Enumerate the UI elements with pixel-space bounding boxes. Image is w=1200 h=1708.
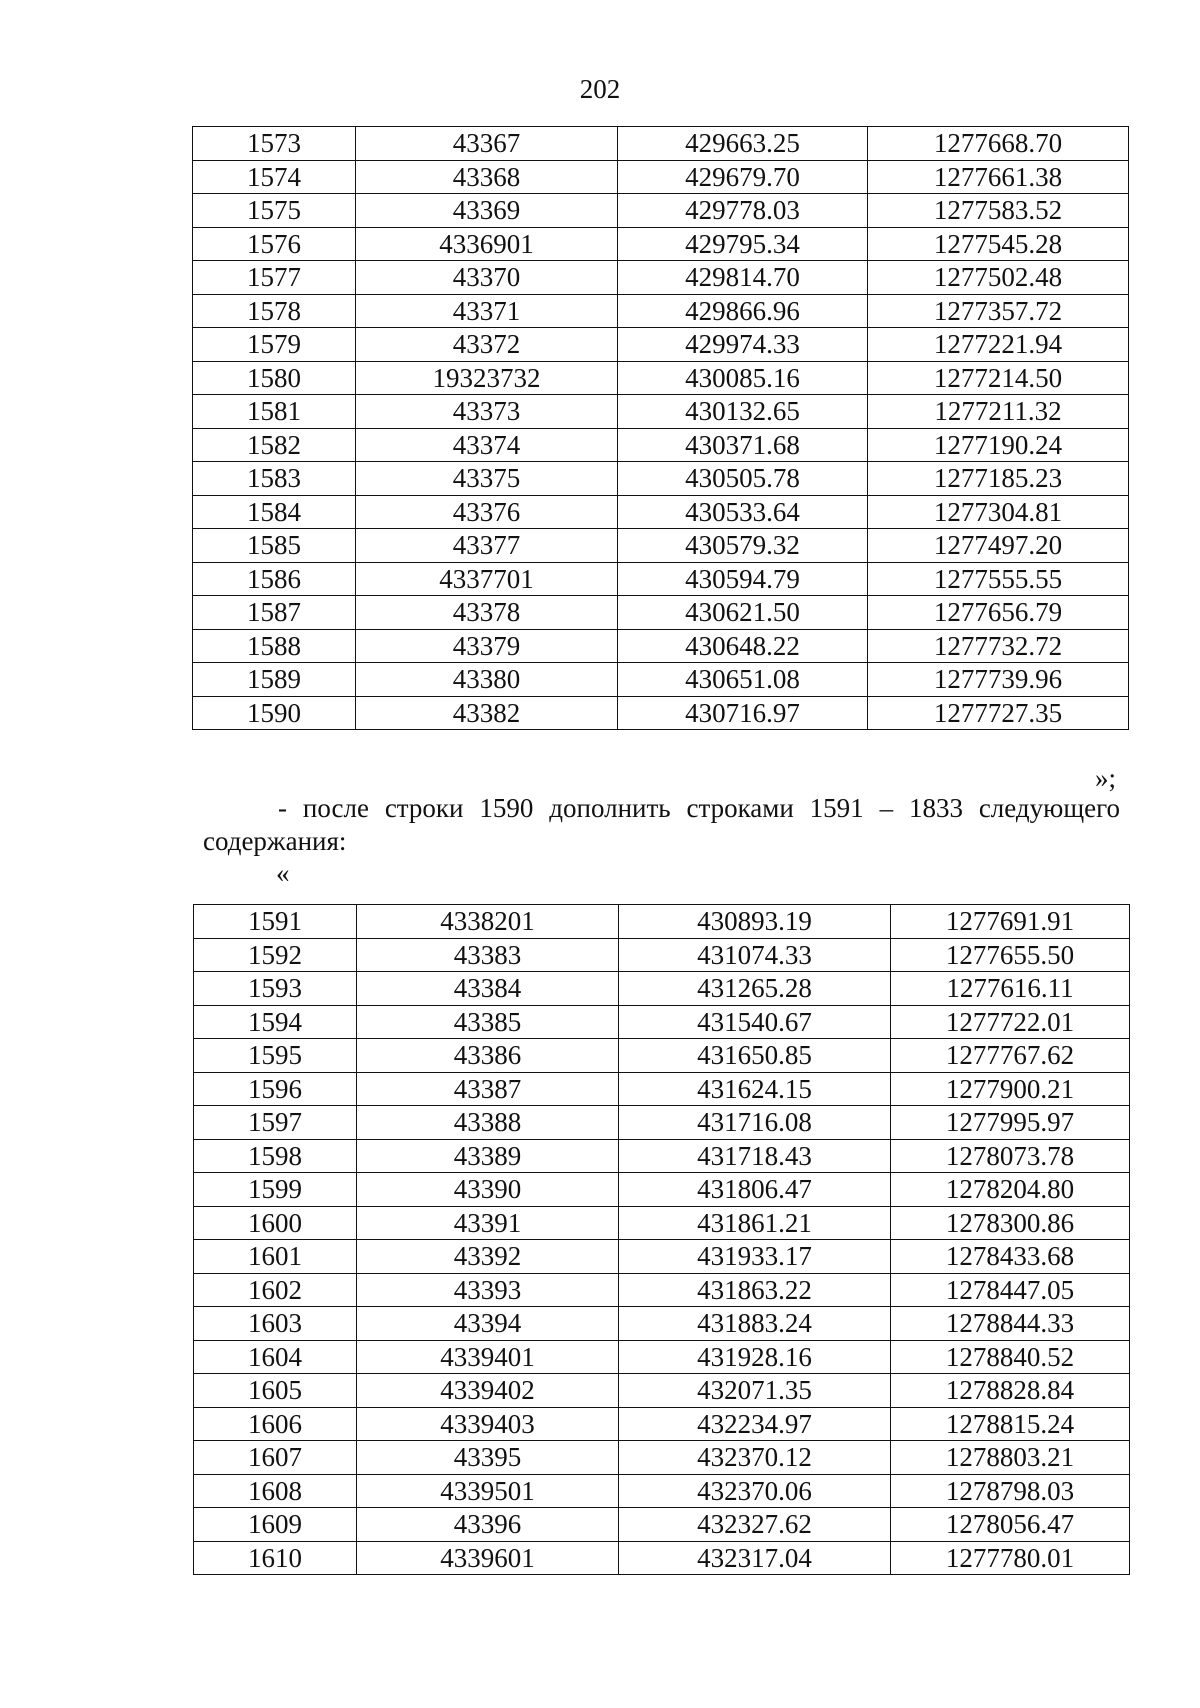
point-number-cell: 1573 xyxy=(193,127,356,161)
point-id-cell: 43389 xyxy=(357,1139,619,1173)
point-id-cell: 4339401 xyxy=(357,1340,619,1374)
x-coordinate-cell: 431540.67 xyxy=(619,1005,891,1039)
y-coordinate-cell: 1277190.24 xyxy=(868,428,1129,462)
table-row xyxy=(194,1039,1130,1073)
x-coordinate-cell: 431933.17 xyxy=(619,1240,891,1274)
x-coordinate-cell: 430371.68 xyxy=(618,428,868,462)
point-number-cell: 1590 xyxy=(193,696,356,730)
y-coordinate-cell: 1278073.78 xyxy=(891,1139,1130,1173)
y-coordinate-cell: 1277767.62 xyxy=(891,1039,1130,1073)
point-id-cell: 43380 xyxy=(356,663,618,697)
point-id-cell: 43391 xyxy=(357,1206,619,1240)
point-number-cell: 1602 xyxy=(194,1273,357,1307)
x-coordinate-cell: 430716.97 xyxy=(618,696,868,730)
y-coordinate-cell: 1277668.70 xyxy=(868,127,1129,161)
point-number-cell: 1608 xyxy=(194,1474,357,1508)
y-coordinate-cell: 1277900.21 xyxy=(891,1072,1130,1106)
point-id-cell: 43384 xyxy=(357,972,619,1006)
x-coordinate-cell: 430648.22 xyxy=(618,629,868,663)
y-coordinate-cell: 1277739.96 xyxy=(868,663,1129,697)
point-number-cell: 1587 xyxy=(193,596,356,630)
point-id-cell: 43377 xyxy=(356,529,618,563)
point-number-cell: 1604 xyxy=(194,1340,357,1374)
table-row xyxy=(193,127,1129,161)
table-row xyxy=(193,562,1129,596)
point-number-cell: 1607 xyxy=(194,1441,357,1475)
point-id-cell: 43374 xyxy=(356,428,618,462)
point-id-cell: 19323732 xyxy=(356,361,618,395)
table-row xyxy=(194,1307,1130,1341)
table-row xyxy=(194,938,1130,972)
point-number-cell: 1592 xyxy=(194,938,357,972)
y-coordinate-cell: 1277727.35 xyxy=(868,696,1129,730)
table-row xyxy=(194,1240,1130,1274)
point-number-cell: 1595 xyxy=(194,1039,357,1073)
y-coordinate-cell: 1278840.52 xyxy=(891,1340,1130,1374)
x-coordinate-cell: 429679.70 xyxy=(618,160,868,194)
point-number-cell: 1580 xyxy=(193,361,356,395)
y-coordinate-cell: 1277656.79 xyxy=(868,596,1129,630)
table-row xyxy=(193,294,1129,328)
x-coordinate-cell: 430594.79 xyxy=(618,562,868,596)
x-coordinate-cell: 432370.06 xyxy=(619,1474,891,1508)
x-coordinate-cell: 432317.04 xyxy=(619,1541,891,1575)
y-coordinate-cell: 1278204.80 xyxy=(891,1173,1130,1207)
y-coordinate-cell: 1277545.28 xyxy=(868,227,1129,261)
amendment-instruction: - после строки 1590 дополнить строками 1591 – 1833 следующего содержания: xyxy=(203,793,1120,856)
point-id-cell: 4339403 xyxy=(357,1407,619,1441)
table-row xyxy=(193,194,1129,228)
y-coordinate-cell: 1277304.81 xyxy=(868,495,1129,529)
point-number-cell: 1577 xyxy=(193,261,356,295)
table-row xyxy=(194,1441,1130,1475)
table-row xyxy=(194,1508,1130,1542)
table-row xyxy=(194,972,1130,1006)
x-coordinate-cell: 430579.32 xyxy=(618,529,868,563)
y-coordinate-cell: 1278447.05 xyxy=(891,1273,1130,1307)
y-coordinate-cell: 1277583.52 xyxy=(868,194,1129,228)
y-coordinate-cell: 1277616.11 xyxy=(891,972,1130,1006)
point-id-cell: 43372 xyxy=(356,328,618,362)
x-coordinate-cell: 431883.24 xyxy=(619,1307,891,1341)
table-row xyxy=(193,428,1129,462)
table-row xyxy=(194,1273,1130,1307)
point-number-cell: 1584 xyxy=(193,495,356,529)
point-number-cell: 1583 xyxy=(193,462,356,496)
point-number-cell: 1588 xyxy=(193,629,356,663)
point-id-cell: 4337701 xyxy=(356,562,618,596)
opening-quote: « xyxy=(276,858,290,888)
table-row xyxy=(193,629,1129,663)
y-coordinate-cell: 1278815.24 xyxy=(891,1407,1130,1441)
point-id-cell: 43382 xyxy=(356,696,618,730)
x-coordinate-cell: 432370.12 xyxy=(619,1441,891,1475)
y-coordinate-cell: 1277497.20 xyxy=(868,529,1129,563)
x-coordinate-cell: 431718.43 xyxy=(619,1139,891,1173)
y-coordinate-cell: 1277221.94 xyxy=(868,328,1129,362)
y-coordinate-cell: 1277211.32 xyxy=(868,395,1129,429)
x-coordinate-cell: 429663.25 xyxy=(618,127,868,161)
table-row xyxy=(193,160,1129,194)
point-id-cell: 43373 xyxy=(356,395,618,429)
point-number-cell: 1579 xyxy=(193,328,356,362)
x-coordinate-cell: 431861.21 xyxy=(619,1206,891,1240)
point-id-cell: 43370 xyxy=(356,261,618,295)
point-id-cell: 43396 xyxy=(357,1508,619,1542)
y-coordinate-cell: 1277655.50 xyxy=(891,938,1130,972)
x-coordinate-cell: 432071.35 xyxy=(619,1374,891,1408)
x-coordinate-cell: 429814.70 xyxy=(618,261,868,295)
point-number-cell: 1582 xyxy=(193,428,356,462)
table-row xyxy=(194,1106,1130,1140)
table-row xyxy=(193,529,1129,563)
point-number-cell: 1575 xyxy=(193,194,356,228)
point-id-cell: 43369 xyxy=(356,194,618,228)
point-id-cell: 43385 xyxy=(357,1005,619,1039)
closing-quote: »; xyxy=(1095,763,1117,793)
point-number-cell: 1585 xyxy=(193,529,356,563)
point-number-cell: 1578 xyxy=(193,294,356,328)
table-row xyxy=(194,1474,1130,1508)
coordinates-table-1 xyxy=(192,126,1129,730)
table-row xyxy=(193,596,1129,630)
point-id-cell: 43393 xyxy=(357,1273,619,1307)
point-id-cell: 43388 xyxy=(357,1106,619,1140)
point-id-cell: 4339601 xyxy=(357,1541,619,1575)
point-id-cell: 43383 xyxy=(357,938,619,972)
x-coordinate-cell: 431928.16 xyxy=(619,1340,891,1374)
y-coordinate-cell: 1277995.97 xyxy=(891,1106,1130,1140)
y-coordinate-cell: 1278300.86 xyxy=(891,1206,1130,1240)
y-coordinate-cell: 1277722.01 xyxy=(891,1005,1130,1039)
point-id-cell: 43368 xyxy=(356,160,618,194)
point-number-cell: 1603 xyxy=(194,1307,357,1341)
y-coordinate-cell: 1277357.72 xyxy=(868,294,1129,328)
point-id-cell: 43367 xyxy=(356,127,618,161)
x-coordinate-cell: 432234.97 xyxy=(619,1407,891,1441)
point-number-cell: 1589 xyxy=(193,663,356,697)
x-coordinate-cell: 430651.08 xyxy=(618,663,868,697)
point-id-cell: 43378 xyxy=(356,596,618,630)
point-number-cell: 1591 xyxy=(194,905,357,939)
table-row xyxy=(194,1340,1130,1374)
table-row xyxy=(194,1072,1130,1106)
table-row xyxy=(194,1407,1130,1441)
table-row xyxy=(194,1139,1130,1173)
point-number-cell: 1599 xyxy=(194,1173,357,1207)
point-id-cell: 43379 xyxy=(356,629,618,663)
y-coordinate-cell: 1277780.01 xyxy=(891,1541,1130,1575)
point-id-cell: 43386 xyxy=(357,1039,619,1073)
point-id-cell: 4339501 xyxy=(357,1474,619,1508)
x-coordinate-cell: 430085.16 xyxy=(618,361,868,395)
point-number-cell: 1598 xyxy=(194,1139,357,1173)
point-id-cell: 43392 xyxy=(357,1240,619,1274)
y-coordinate-cell: 1277214.50 xyxy=(868,361,1129,395)
point-id-cell: 4339402 xyxy=(357,1374,619,1408)
table-row xyxy=(194,1005,1130,1039)
point-number-cell: 1606 xyxy=(194,1407,357,1441)
table-row xyxy=(193,361,1129,395)
point-number-cell: 1610 xyxy=(194,1541,357,1575)
x-coordinate-cell: 431650.85 xyxy=(619,1039,891,1073)
y-coordinate-cell: 1278803.21 xyxy=(891,1441,1130,1475)
point-id-cell: 43394 xyxy=(357,1307,619,1341)
point-number-cell: 1576 xyxy=(193,227,356,261)
table-row xyxy=(193,261,1129,295)
table-row xyxy=(193,227,1129,261)
table-row xyxy=(194,1541,1130,1575)
x-coordinate-cell: 429974.33 xyxy=(618,328,868,362)
point-id-cell: 43395 xyxy=(357,1441,619,1475)
y-coordinate-cell: 1277661.38 xyxy=(868,160,1129,194)
x-coordinate-cell: 429795.34 xyxy=(618,227,868,261)
point-number-cell: 1594 xyxy=(194,1005,357,1039)
x-coordinate-cell: 429866.96 xyxy=(618,294,868,328)
y-coordinate-cell: 1278798.03 xyxy=(891,1474,1130,1508)
table-row xyxy=(193,663,1129,697)
point-number-cell: 1601 xyxy=(194,1240,357,1274)
table-row xyxy=(194,1374,1130,1408)
x-coordinate-cell: 431863.22 xyxy=(619,1273,891,1307)
x-coordinate-cell: 431265.28 xyxy=(619,972,891,1006)
y-coordinate-cell: 1277185.23 xyxy=(868,462,1129,496)
y-coordinate-cell: 1278056.47 xyxy=(891,1508,1130,1542)
y-coordinate-cell: 1277691.91 xyxy=(891,905,1130,939)
point-id-cell: 43390 xyxy=(357,1173,619,1207)
y-coordinate-cell: 1277555.55 xyxy=(868,562,1129,596)
x-coordinate-cell: 429778.03 xyxy=(618,194,868,228)
table-row xyxy=(194,905,1130,939)
point-number-cell: 1609 xyxy=(194,1508,357,1542)
x-coordinate-cell: 430893.19 xyxy=(619,905,891,939)
table-row xyxy=(194,1173,1130,1207)
x-coordinate-cell: 430533.64 xyxy=(618,495,868,529)
y-coordinate-cell: 1278433.68 xyxy=(891,1240,1130,1274)
point-number-cell: 1581 xyxy=(193,395,356,429)
x-coordinate-cell: 431716.08 xyxy=(619,1106,891,1140)
point-number-cell: 1600 xyxy=(194,1206,357,1240)
y-coordinate-cell: 1278844.33 xyxy=(891,1307,1130,1341)
point-id-cell: 43387 xyxy=(357,1072,619,1106)
point-id-cell: 43376 xyxy=(356,495,618,529)
point-number-cell: 1574 xyxy=(193,160,356,194)
y-coordinate-cell: 1277732.72 xyxy=(868,629,1129,663)
point-number-cell: 1605 xyxy=(194,1374,357,1408)
point-id-cell: 43371 xyxy=(356,294,618,328)
x-coordinate-cell: 431806.47 xyxy=(619,1173,891,1207)
x-coordinate-cell: 430132.65 xyxy=(618,395,868,429)
table-row xyxy=(193,395,1129,429)
point-number-cell: 1586 xyxy=(193,562,356,596)
x-coordinate-cell: 432327.62 xyxy=(619,1508,891,1542)
table-row xyxy=(193,462,1129,496)
x-coordinate-cell: 430505.78 xyxy=(618,462,868,496)
point-number-cell: 1597 xyxy=(194,1106,357,1140)
table-row xyxy=(193,696,1129,730)
table-row xyxy=(193,328,1129,362)
table-row xyxy=(193,495,1129,529)
page-number: 202 xyxy=(579,74,621,104)
x-coordinate-cell: 431074.33 xyxy=(619,938,891,972)
point-number-cell: 1596 xyxy=(194,1072,357,1106)
y-coordinate-cell: 1278828.84 xyxy=(891,1374,1130,1408)
x-coordinate-cell: 430621.50 xyxy=(618,596,868,630)
table-row xyxy=(194,1206,1130,1240)
point-id-cell: 43375 xyxy=(356,462,618,496)
point-number-cell: 1593 xyxy=(194,972,357,1006)
x-coordinate-cell: 431624.15 xyxy=(619,1072,891,1106)
point-id-cell: 4338201 xyxy=(357,905,619,939)
coordinates-table-2 xyxy=(193,904,1130,1575)
point-id-cell: 4336901 xyxy=(356,227,618,261)
y-coordinate-cell: 1277502.48 xyxy=(868,261,1129,295)
